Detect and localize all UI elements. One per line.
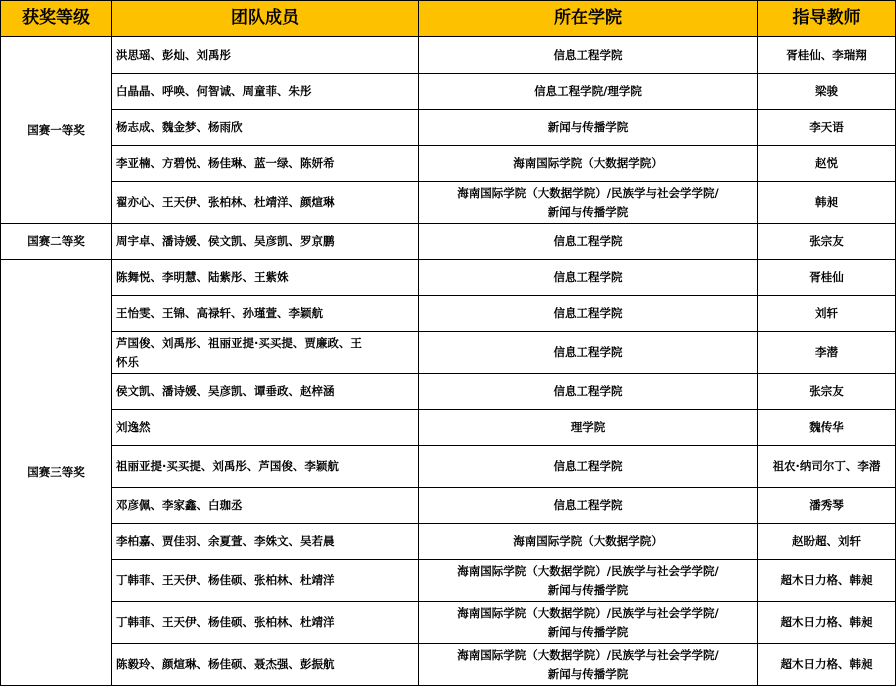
members-cell — [112, 332, 419, 374]
table-row — [1, 110, 896, 146]
teacher-cell: 赵盼超、刘轩 — [758, 524, 896, 560]
teacher-cell: 潘秀琴 — [758, 488, 896, 524]
award-level-cell: 国赛三等奖 — [1, 260, 112, 686]
teacher-cell: 胥桂仙、李瑞翔 — [758, 37, 896, 74]
teacher-cell: 胥桂仙 — [758, 260, 896, 296]
table-row — [1, 524, 896, 560]
teacher-cell: 超木日力格、韩昶 — [758, 602, 896, 644]
members-cell: 陈舞悦、李明慧、陆紫彤、王紫姝 — [112, 260, 419, 296]
college-line: 新闻与传播学院 — [547, 204, 629, 219]
members-line: 芦国俊、刘禹彤、祖丽亚提·买买提、贾廉政、王 — [116, 335, 362, 350]
table-row — [1, 296, 896, 332]
college-cell: 信息工程学院/理学院 — [419, 74, 758, 110]
members-cell: 周宇卓、潘诗媛、侯文凯、吴彦凯、罗京鹏 — [112, 224, 419, 260]
members-cell: 丁韩菲、王天伊、杨佳硕、张柏林、杜靖洋 — [112, 560, 419, 602]
members-cell: 刘逸然 — [112, 410, 419, 446]
table-row — [1, 74, 896, 110]
college-cell: 信息工程学院 — [419, 37, 758, 74]
college-cell — [419, 602, 758, 644]
college-line: 新闻与传播学院 — [547, 666, 629, 681]
members-cell: 祖丽亚提·买买提、刘禹彤、芦国俊、李颖航 — [112, 446, 419, 488]
college-cell: 信息工程学院 — [419, 374, 758, 410]
header-level: 获奖等级 — [1, 1, 112, 37]
college-cell: 海南国际学院（大数据学院） — [419, 524, 758, 560]
college-line: 海南国际学院（大数据学院）/民族学与社会学学院/ — [457, 563, 719, 578]
members-cell: 陈毅玲、颜煊琳、杨佳硕、聂杰强、彭振航 — [112, 644, 419, 686]
members-cell: 翟亦心、王天伊、张柏林、杜靖洋、颜煊琳 — [112, 182, 419, 224]
table-row — [1, 446, 896, 488]
teacher-cell: 超木日力格、韩昶 — [758, 644, 896, 686]
college-line: 海南国际学院（大数据学院）/民族学与社会学学院/ — [457, 185, 719, 200]
college-line: 新闻与传播学院 — [547, 582, 629, 597]
header-row — [1, 1, 896, 37]
table-row — [1, 37, 896, 74]
college-cell: 信息工程学院 — [419, 296, 758, 332]
members-cell: 邓彦佩、李家鑫、白珈丞 — [112, 488, 419, 524]
teacher-cell: 张宗友 — [758, 224, 896, 260]
college-cell: 理学院 — [419, 410, 758, 446]
college-line: 海南国际学院（大数据学院）/民族学与社会学学院/ — [457, 605, 719, 620]
table-row — [1, 182, 896, 224]
members-cell: 李柏嘉、贾佳羽、余夏萱、李姝文、吴若晨 — [112, 524, 419, 560]
college-cell: 海南国际学院（大数据学院） — [419, 146, 758, 182]
college-line: 新闻与传播学院 — [547, 624, 629, 639]
members-cell: 侯文凯、潘诗媛、吴彦凯、谭垂政、赵梓涵 — [112, 374, 419, 410]
award-level-cell: 国赛一等奖 — [1, 37, 112, 224]
table-row — [1, 146, 896, 182]
teacher-cell: 魏传华 — [758, 410, 896, 446]
header-college: 所在学院 — [419, 1, 758, 37]
table-row — [1, 488, 896, 524]
teacher-cell: 李天语 — [758, 110, 896, 146]
college-cell — [419, 182, 758, 224]
table-row — [1, 644, 896, 686]
members-cell: 王怡雯、王锦、高禄轩、孙瑾萱、李颖航 — [112, 296, 419, 332]
members-cell: 李亚楠、方碧悦、杨佳琳、蓝一绿、陈妍希 — [112, 146, 419, 182]
award-level-cell: 国赛二等奖 — [1, 224, 112, 260]
members-cell: 杨志成、魏金梦、杨雨欣 — [112, 110, 419, 146]
members-cell: 洪思瑶、彭灿、刘禹彤 — [112, 37, 419, 74]
college-cell: 信息工程学院 — [419, 446, 758, 488]
teacher-cell: 李潜 — [758, 332, 896, 374]
teacher-cell: 韩昶 — [758, 182, 896, 224]
college-line: 海南国际学院（大数据学院）/民族学与社会学学院/ — [457, 647, 719, 662]
college-cell: 信息工程学院 — [419, 224, 758, 260]
teacher-cell: 张宗友 — [758, 374, 896, 410]
teacher-cell: 梁骏 — [758, 74, 896, 110]
table-row — [1, 260, 896, 296]
table-row — [1, 374, 896, 410]
teacher-cell: 超木日力格、韩昶 — [758, 560, 896, 602]
college-cell — [419, 560, 758, 602]
college-cell: 信息工程学院 — [419, 332, 758, 374]
members-cell: 丁韩菲、王天伊、杨佳硕、张柏林、杜靖洋 — [112, 602, 419, 644]
header-teacher: 指导教师 — [758, 1, 896, 37]
college-cell: 信息工程学院 — [419, 488, 758, 524]
members-cell: 白晶晶、呼唤、何智诚、周童菲、朱彤 — [112, 74, 419, 110]
college-cell: 信息工程学院 — [419, 260, 758, 296]
table-row — [1, 332, 896, 374]
table-row — [1, 560, 896, 602]
teacher-cell: 祖农·纳司尔丁、李潜 — [758, 446, 896, 488]
college-cell: 新闻与传播学院 — [419, 110, 758, 146]
table-row — [1, 602, 896, 644]
members-line: 怀乐 — [116, 354, 139, 369]
table-row — [1, 224, 896, 260]
header-members: 团队成员 — [112, 1, 419, 37]
table-row — [1, 410, 896, 446]
college-cell — [419, 644, 758, 686]
teacher-cell: 刘轩 — [758, 296, 896, 332]
teacher-cell: 赵悦 — [758, 146, 896, 182]
